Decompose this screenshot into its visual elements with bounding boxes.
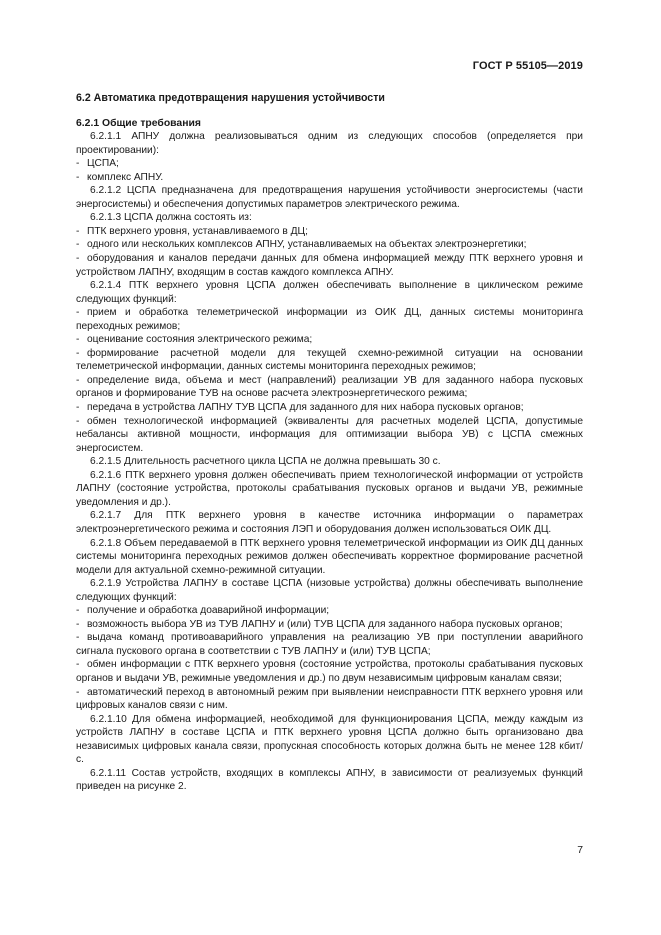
list-dash: - (76, 659, 80, 671)
document-body (76, 92, 583, 794)
list-item-text: определение вида, объема и мест (направлений) реализации УВ для заданного набора пусковых органов и формирование ТУВ на основе расчета электроэнергетического режима; (76, 374, 583, 400)
paragraph-6-2-1-4: 6.2.1.4 ПТК верхнего уровня ЦСПА должен обеспечивать выполнение в циклическом режиме следующих функций: (76, 280, 583, 305)
list-dash: - (76, 158, 80, 170)
list-item (76, 686, 583, 713)
list-item (76, 415, 583, 456)
list-dash: - (76, 334, 80, 346)
paragraph-6-2-1-11: 6.2.1.11 Состав устройств, входящих в комплексы АПНУ, в зависимости от реализуемых функций приведен на рисунке 2. (76, 767, 583, 793)
paragraph-6-2-1-2: 6.2.1.2 ЦСПА предназначена для предотвращения нарушения устойчивости энергосистемы (части энергосистемы) и обеспечения допустимых параметров электрического режима. (76, 185, 583, 210)
list-item-text: одного или нескольких комплексов АПНУ, устанавливаемых на объектах электроэнергетики; (87, 239, 527, 251)
list-item (76, 333, 583, 347)
paragraph-6-2-1-3: 6.2.1.3 ЦСПА должна состоять из: (90, 212, 252, 224)
list-item (76, 618, 583, 632)
list-dash: - (76, 171, 80, 183)
list-item (76, 401, 583, 415)
list-dash: - (76, 239, 80, 251)
list-item-text: оценивание состояния электрического режима; (87, 334, 313, 346)
list-item (76, 238, 583, 252)
list-item-text: комплекс АПНУ. (87, 171, 164, 183)
list-item (76, 306, 583, 333)
list-item-text: возможность выбора УВ из ТУВ ЛАПНУ и (или) ТУВ ЦСПА для заданного набора пусковых органов; (87, 618, 563, 630)
list-dash: - (76, 402, 80, 414)
paragraph-6-2-1-5: 6.2.1.5 Длительность расчетного цикла ЦСПА не должна превышать 30 с. (90, 456, 441, 468)
list-item (76, 157, 583, 171)
list-item (76, 658, 583, 685)
list-item-text: обмен технологической информацией (эквиваленты для расчетных моделей ЦСПА, допустимые небалансы активной мощности, информация для оптимизации выбора УВ) с ЦСПА смежных энергосистем. (76, 415, 583, 454)
list-item (76, 631, 583, 658)
section-title: 6.2 Автоматика предотвращения нарушения устойчивости (76, 92, 385, 104)
list-item (76, 374, 583, 401)
list-item-text: получение и обработка доаварийной информации; (87, 605, 330, 617)
list-item (76, 347, 583, 374)
paragraph-6-2-1-6: 6.2.1.6 ПТК верхнего уровня должен обеспечивать прием технологической информации от устройств ЛАПНУ (состояние устройства, протоколы срабатывания пусковых органов и выдачи УВ, режимные уведомления и др.). (76, 469, 583, 508)
page-number: 7 (577, 845, 583, 856)
subsection-title: 6.2.1 Общие требования (76, 117, 201, 129)
list-dash: - (76, 253, 80, 265)
list-item-text: выдача команд противоаварийного управления на реализацию УВ при поступлении аварийного сигнала пускового органа в соответствии с ТУВ ЛАПНУ и (или) ТУВ ЦСПА; (76, 632, 583, 657)
list-dash: - (76, 686, 80, 698)
list-item (76, 252, 583, 279)
list-item (76, 171, 583, 185)
list-item (76, 604, 583, 618)
list-item-text: обмен информации с ПТК верхнего уровня (состояние устройства, протоколы срабатывания пусковых органов и выдачи УВ, режимные уведомления и др.) по двум независимым цифровым каналам связи; (76, 659, 583, 684)
paragraph-6-2-1-7: 6.2.1.7 Для ПТК верхнего уровня в качестве источника информации о параметрах электроэнергетического режима и состояния ЛЭП и оборудования должен использоваться ОИК ДЦ. (76, 510, 583, 535)
list-dash: - (76, 415, 80, 427)
list-dash: - (76, 374, 80, 386)
list-dash: - (76, 605, 80, 617)
paragraph-6-2-1-8: 6.2.1.8 Объем передаваемой в ПТК верхнего уровня телеметрической информации из ОИК ДЦ данных системы мониторинга переходных режимов должен обеспечивать корректное формирование расчетной модели для актуальной схемно-режимной ситуации. (76, 537, 583, 576)
list-item-text: формирование расчетной модели для текущей схемно-режимной ситуации на основании телеметрической информации, данных системы мониторинга переходных режимов; (76, 347, 583, 373)
list-dash: - (76, 225, 80, 237)
list-item-text: ПТК верхнего уровня, устанавливаемого в ДЦ; (87, 225, 308, 237)
list-dash: - (76, 632, 80, 644)
paragraph-6-2-1-9: 6.2.1.9 Устройства ЛАПНУ в составе ЦСПА (низовые устройства) должны обеспечивать выполнение следующих функций: (76, 578, 583, 603)
list-item-text: оборудования и каналов передачи данных для обмена информацией между ПТК верхнего уровня и устройством ЛАПНУ, входящим в состав каждого комплекса АПНУ. (76, 253, 583, 278)
paragraph-6-2-1-1: 6.2.1.1 АПНУ должна реализовываться одним из следующих способов (определяется при проектировании): (76, 131, 583, 156)
paragraph-6-2-1-10: 6.2.1.10 Для обмена информацией, необходимой для функционирования ЦСПА, между каждым из устройств ЛАПНУ в составе ЦСПА и ПТК верхнего уровня ЦСПА должно быть организовано два независимых цифровых канала связи, пропускная способность которых должна быть не менее 128 кбит/с. (76, 713, 583, 766)
list-dash: - (76, 618, 80, 630)
list-item-text: ЦСПА; (87, 158, 119, 170)
list-item-text: автоматический переход в автономный режим при выявлении неисправности ПТК верхнего уровня или цифровых каналов связи с ним. (76, 686, 583, 712)
list-dash: - (76, 347, 80, 359)
list-dash: - (76, 307, 80, 319)
list-item (76, 225, 583, 239)
list-item-text: передача в устройства ЛАПНУ ТУВ ЦСПА для заданного для них набора пусковых органов; (87, 402, 524, 414)
document-standard-number: ГОСТ Р 55105—2019 (472, 60, 583, 72)
list-item-text: прием и обработка телеметрической информации из ОИК ДЦ, данных системы мониторинга переходных режимов; (76, 307, 583, 332)
